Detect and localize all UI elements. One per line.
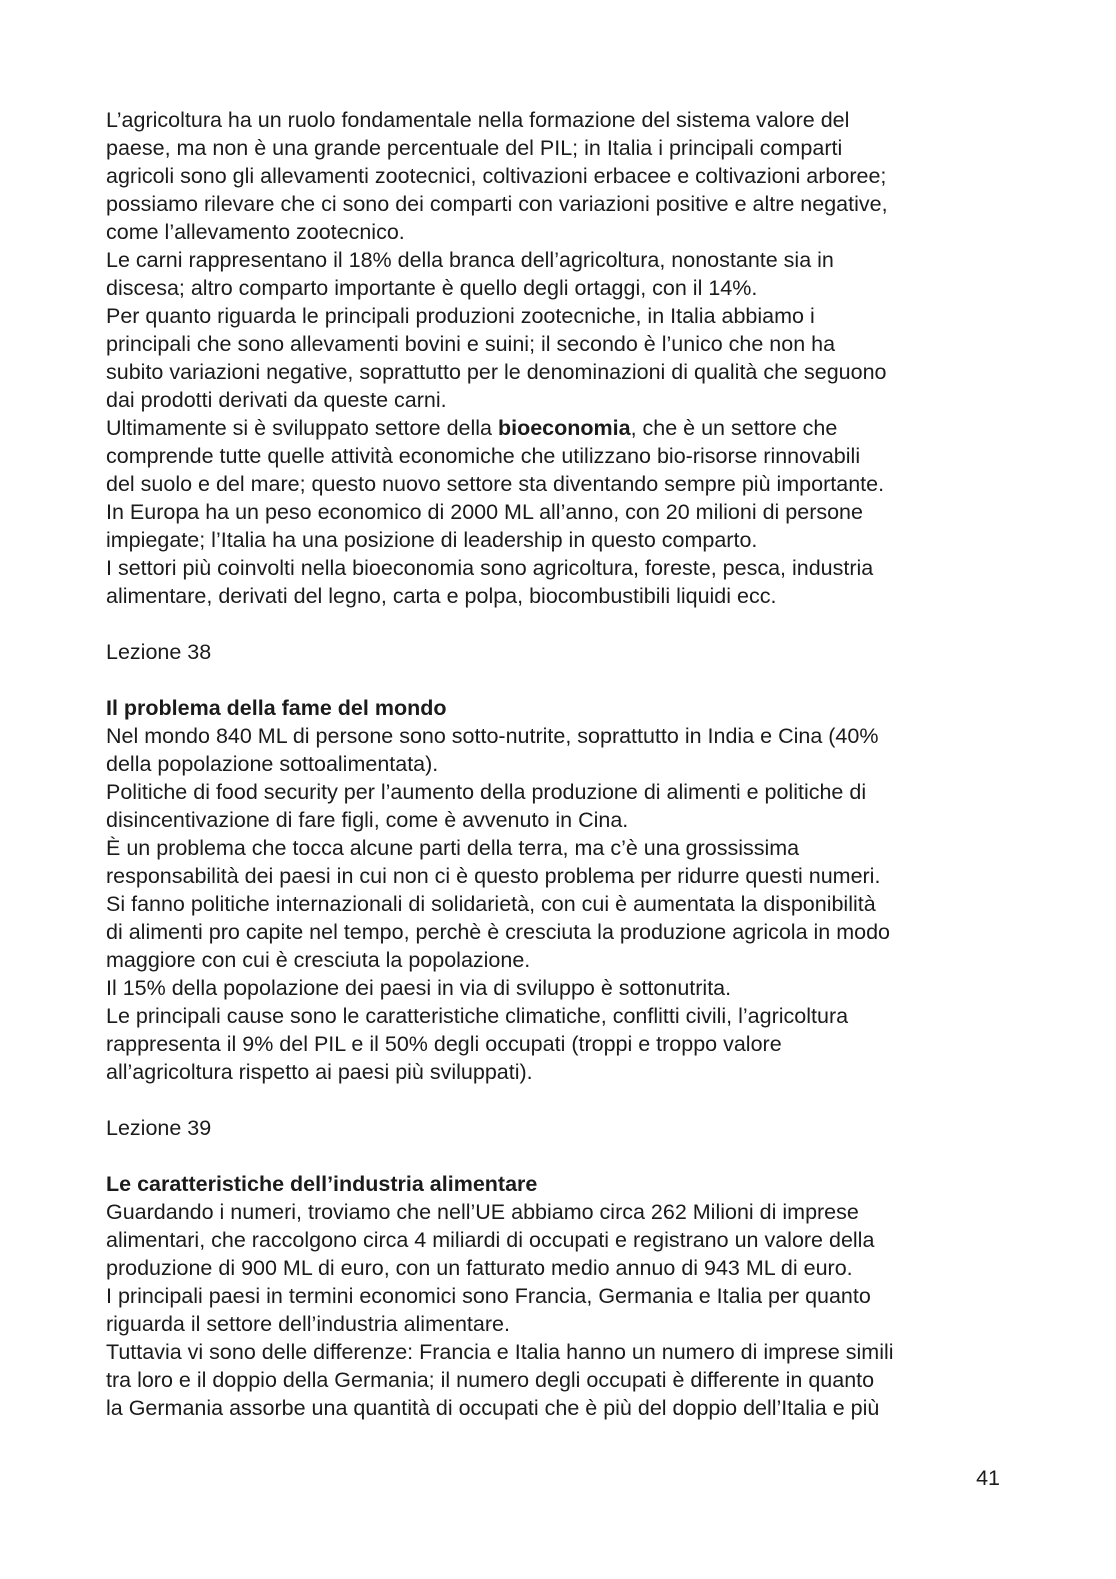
text-line: disincentivazione di fare figli, come è avvenuto in Cina. <box>106 808 629 832</box>
text-segment: alimentare, derivati del legno, carta e polpa, biocombustibili liquidi ecc. <box>106 584 777 608</box>
text-segment: In Europa ha un peso economico di 2000 ML all’anno, con 20 milioni di persone <box>106 500 863 524</box>
lesson-39-body <box>106 1198 1026 1422</box>
text-line <box>106 162 1026 190</box>
spacer <box>106 1086 1026 1114</box>
text-line <box>106 386 1026 414</box>
text-line <box>106 442 1026 470</box>
lesson-39-heading: Le caratteristiche dell’industria alimentare <box>106 1172 538 1196</box>
text-line <box>106 498 1026 526</box>
text-line <box>106 274 1026 302</box>
text-segment: paese, ma non è una grande percentuale del PIL; in Italia i principali comparti <box>106 136 843 160</box>
text-line <box>106 134 1026 162</box>
text-line: all’agricoltura rispetto ai paesi più sviluppati). <box>106 1060 533 1084</box>
spacer <box>106 666 1026 694</box>
text-line: Nel mondo 840 ML di persone sono sotto-nutrite, soprattutto in India e Cina (40% <box>106 724 879 748</box>
text-line: È un problema che tocca alcune parti della terra, ma c’è una grossissima <box>106 836 800 860</box>
text-line: maggiore con cui è cresciuta la popolazione. <box>106 948 531 972</box>
intro-paragraphs <box>106 106 1026 610</box>
lesson-38-label: Lezione 38 <box>106 640 212 664</box>
text-line <box>106 246 1026 274</box>
text-segment: principali che sono allevamenti bovini e suini; il secondo è l’unico che non ha <box>106 332 836 356</box>
spacer <box>106 610 1026 638</box>
text-segment: dai prodotti derivati da queste carni. <box>106 388 447 412</box>
text-line: di alimenti pro capite nel tempo, perchè è cresciuta la produzione agricola in modo <box>106 920 890 944</box>
page-content <box>106 106 1026 1422</box>
text-line: responsabilità dei paesi in cui non ci è questo problema per ridurre questi numeri. <box>106 864 881 888</box>
text-line: della popolazione sottoalimentata). <box>106 752 439 776</box>
lesson-39-label: Lezione 39 <box>106 1116 212 1140</box>
text-line: la Germania assorbe una quantità di occupati che è più del doppio dell’Italia e più <box>106 1396 880 1420</box>
text-line: Tuttavia vi sono delle differenze: Francia e Italia hanno un numero di imprese simili <box>106 1340 894 1364</box>
text-segment: subito variazioni negative, soprattutto per le denominazioni di qualità che seguono <box>106 360 887 384</box>
text-segment: possiamo rilevare che ci sono dei comparti con variazioni positive e altre negative, <box>106 192 888 216</box>
lesson-38-heading: Il problema della fame del mondo <box>106 696 447 720</box>
text-segment: comprende tutte quelle attività economiche che utilizzano bio-risorse rinnovabili <box>106 444 861 468</box>
text-line <box>106 106 1026 134</box>
text-line <box>106 470 1026 498</box>
text-line: rappresenta il 9% del PIL e il 50% degli occupati (troppi e troppo valore <box>106 1032 782 1056</box>
text-line <box>106 190 1026 218</box>
text-line: Il 15% della popolazione dei paesi in via di sviluppo è sottonutrita. <box>106 976 732 1000</box>
text-segment: come l’allevamento zootecnico. <box>106 220 405 244</box>
text-segment: , che è un settore che <box>630 416 838 440</box>
text-line <box>106 554 1026 582</box>
text-line <box>106 414 1026 442</box>
text-line <box>106 582 1026 610</box>
text-segment: discesa; altro comparto importante è quello degli ortaggi, con il 14%. <box>106 276 758 300</box>
text-line <box>106 358 1026 386</box>
text-line: tra loro e il doppio della Germania; il numero degli occupati è differente in quanto <box>106 1368 875 1392</box>
text-line: Si fanno politiche internazionali di solidarietà, con cui è aumentata la disponibilità <box>106 892 876 916</box>
text-segment: I settori più coinvolti nella bioeconomia sono agricoltura, foreste, pesca, industria <box>106 556 874 580</box>
text-segment: agricoli sono gli allevamenti zootecnici, coltivazioni erbacee e coltivazioni arboree; <box>106 164 887 188</box>
text-segment: impiegate; l’Italia ha una posizione di leadership in questo comparto. <box>106 528 758 552</box>
text-line <box>106 302 1026 330</box>
text-segment: L’agricoltura ha un ruolo fondamentale nella formazione del sistema valore del <box>106 108 850 132</box>
page-number: 41 <box>976 1466 1000 1490</box>
text-segment: del suolo e del mare; questo nuovo settore sta diventando sempre più importante. <box>106 472 885 496</box>
text-line: riguarda il settore dell’industria alimentare. <box>106 1312 510 1336</box>
text-line: Guardando i numeri, troviamo che nell’UE abbiamo circa 262 Milioni di imprese <box>106 1200 859 1224</box>
text-segment: Ultimamente si è sviluppato settore della <box>106 416 498 440</box>
text-line: alimentari, che raccolgono circa 4 miliardi di occupati e registrano un valore della <box>106 1228 875 1252</box>
text-segment: Per quanto riguarda le principali produzioni zootecniche, in Italia abbiamo i <box>106 304 815 328</box>
text-line: Le principali cause sono le caratteristiche climatiche, conflitti civili, l’agricoltura <box>106 1004 849 1028</box>
bold-term: bioeconomia <box>497 416 631 440</box>
text-line <box>106 526 1026 554</box>
text-line: produzione di 900 ML di euro, con un fatturato medio annuo di 943 ML di euro. <box>106 1256 853 1280</box>
spacer <box>106 1142 1026 1170</box>
lesson-38-body <box>106 722 1026 1086</box>
text-line: I principali paesi in termini economici sono Francia, Germania e Italia per quanto <box>106 1284 871 1308</box>
text-line: Politiche di food security per l’aumento della produzione di alimenti e politiche di <box>106 780 867 804</box>
text-line <box>106 330 1026 358</box>
text-line <box>106 218 1026 246</box>
text-segment: Le carni rappresentano il 18% della branca dell’agricoltura, nonostante sia in <box>106 248 834 272</box>
